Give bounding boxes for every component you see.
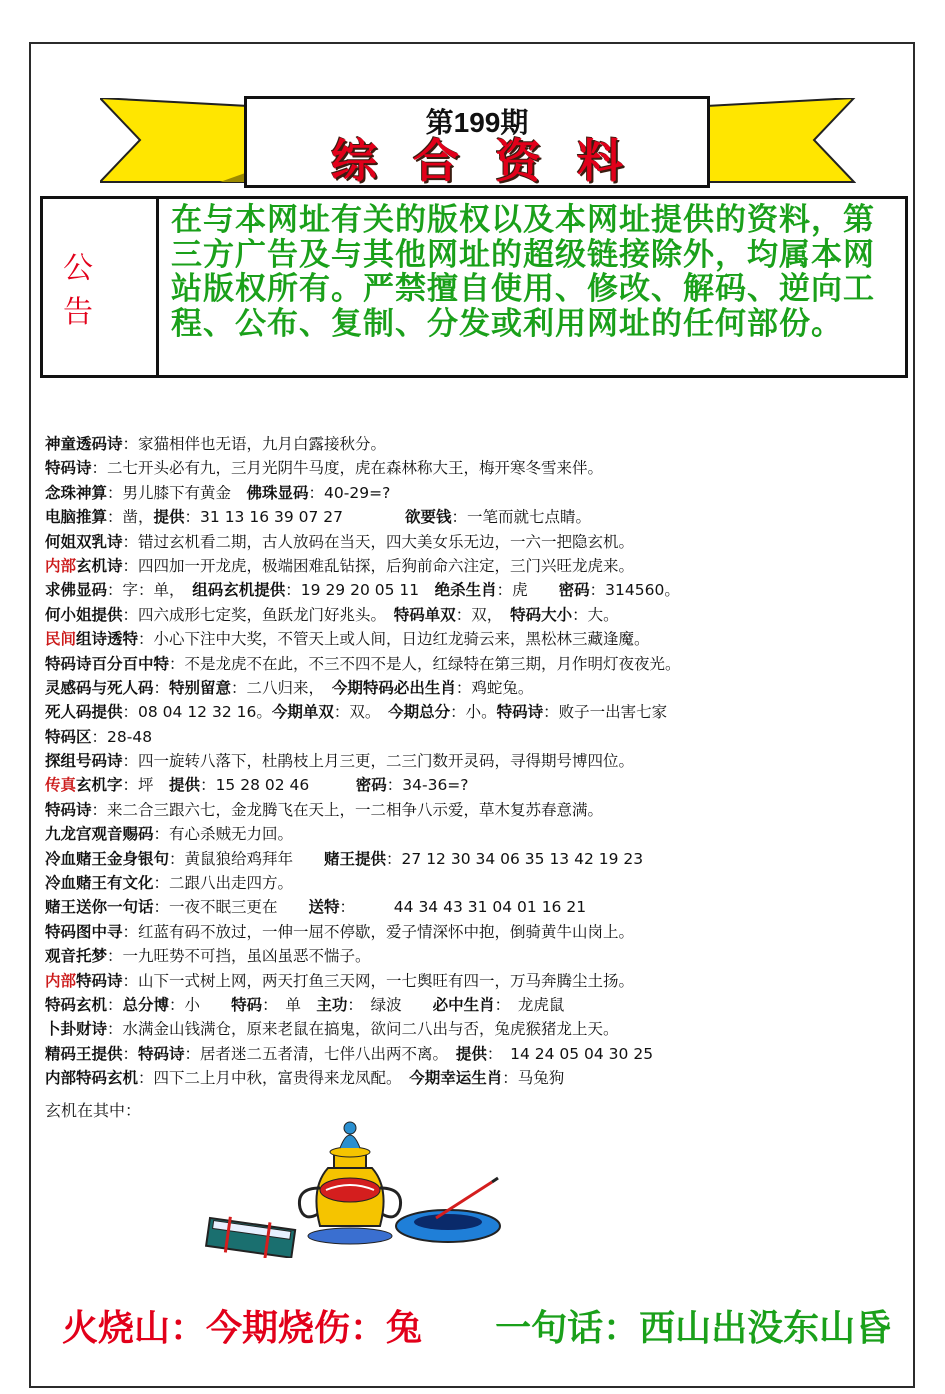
line-value: ：15 28 02 46: [200, 776, 356, 795]
line-value: ：: [122, 1044, 139, 1063]
line-key: 特码诗: [138, 1044, 185, 1063]
line-value: ：28-48: [91, 727, 153, 746]
footer-line: [62, 1300, 892, 1351]
info-line: [45, 895, 905, 919]
notice-box: [40, 196, 908, 378]
line-value: ：: [153, 678, 170, 697]
line-value: ：家猫相伴也无语，九月白露接秋分。: [122, 435, 387, 453]
info-line: [45, 847, 905, 871]
line-key: 特码诗: [45, 459, 92, 478]
info-line: [45, 603, 905, 627]
notice-text: 在与本网址有关的版权以及本网址提供的资料，第三方广告及与其他网址的超级链接除外，均属本网站版权所有。严禁擅自使用、修改、解码、逆向工程、公布、复制、分发或利用网址的任何部份。: [171, 202, 875, 342]
line-value: ：: [107, 995, 123, 1014]
line-value: ：四下二上月中秋，富贵得来龙凤配。: [138, 1069, 410, 1088]
line-value: ： 单: [262, 995, 317, 1014]
line-value: ：山下一式树上网，两天打鱼三天网，一七舆旺有四一，万马奔腾尘土扬。: [122, 971, 635, 990]
line-key: 特码: [231, 995, 263, 1014]
line-key: 特码单双: [393, 605, 456, 624]
line-value: ： 14 24 05 04 30 25: [486, 1044, 654, 1063]
line-value: ：凿，: [107, 508, 154, 527]
info-line: [45, 700, 905, 724]
line-value: ：二八归来，: [231, 678, 332, 697]
line-key: 探组号码诗: [45, 752, 123, 771]
info-line: [45, 773, 905, 797]
line-key: 特别留意: [169, 678, 232, 697]
line-value: ：大。: [572, 605, 619, 624]
line-value: ：水满金山钱满仓，原来老鼠在搞鬼，欲问二八出与否，兔虎猴猪龙上天。: [107, 1020, 619, 1039]
line-key: 今期总分: [388, 703, 451, 722]
line-key: 赌王送你一句话: [45, 898, 154, 917]
line-key: 今期特码必出生肖: [331, 678, 456, 697]
info-lines: [45, 432, 905, 1091]
line-key: 卜卦财诗: [45, 1020, 108, 1039]
line-value: ：314560。: [589, 581, 680, 600]
line-key: 提供: [169, 776, 201, 795]
line-key: 组码玄机提供: [192, 581, 286, 600]
line-key: 电脑推算: [45, 508, 108, 527]
line-key: 民间: [45, 630, 77, 649]
line-key: 特码诗: [45, 800, 92, 819]
line-value: ： 龙虎鼠: [494, 995, 565, 1014]
info-line: [45, 969, 905, 993]
line-value: ：双，: [455, 605, 511, 624]
line-key: 神童透码诗: [45, 435, 123, 453]
line-value: ：一九旺势不可挡，虽凶虽恶不惴子。: [107, 947, 371, 966]
info-line: [45, 481, 905, 505]
line-key: 念珠神算: [45, 483, 108, 502]
info-line: [45, 1066, 905, 1090]
footer-one-sentence: 一句话：西山出没东山昏: [495, 1308, 892, 1349]
left-ribbon-decoration: [100, 98, 250, 188]
line-value: ： 绿波: [347, 995, 433, 1014]
line-key: 佛珠显码: [246, 483, 309, 502]
issue-number: 第199期: [425, 107, 529, 138]
info-line: [45, 652, 905, 676]
line-value: ：34-36=?: [386, 776, 469, 795]
line-value: ：虎: [496, 581, 559, 600]
line-value: ：有心杀贼无力回。: [153, 825, 294, 844]
line-key: 传真: [45, 776, 77, 795]
notice-label: 公告: [43, 199, 159, 375]
line-value: ：来二合三跟六七，金龙腾飞在天上，一二相争八示爱，草木复苏春意满。: [91, 800, 604, 819]
line-value: ：男儿膝下有黄金: [107, 483, 247, 502]
info-line: [45, 627, 905, 651]
line-key: 特码诗: [76, 971, 123, 990]
info-line: [45, 432, 905, 456]
line-value: ：一笔而就七点睛。: [451, 508, 592, 527]
line-value: ：四四加一开龙虎，极端困难乱钻探，后狗前命六注定，三门兴旺龙虎来。: [122, 556, 635, 575]
info-line: [45, 554, 905, 578]
line-value: ：红蓝有码不放过，一伸一屈不停歇，爱子情深怀中抱，倒骑黄牛山岗上。: [122, 922, 635, 941]
line-key: 内部: [45, 556, 77, 575]
line-value: ： 44 34 43 31 04 01 16 21: [339, 898, 587, 917]
line-key: 特码区: [45, 727, 92, 746]
line-key: 内部: [45, 971, 77, 990]
line-value: ：不是龙虎不在此，不三不四不是人，红绿特在第三期，月作明灯夜夜光。: [169, 654, 681, 673]
line-key: 特码图中寻: [45, 922, 123, 941]
line-value: ：19 29 20 05 11: [285, 581, 435, 600]
line-key: 特码大小: [510, 605, 573, 624]
line-key: 求佛显码: [45, 581, 108, 600]
line-key: 今期单双: [271, 703, 334, 722]
line-key: 总分博: [122, 995, 170, 1014]
line-key: 何姐双乳诗: [45, 532, 123, 551]
info-line: [45, 530, 905, 554]
line-key: 特码诗: [496, 703, 544, 722]
info-line: [45, 749, 905, 773]
xuanji-label: 玄机在其中：: [45, 1101, 142, 1120]
info-line: [45, 725, 905, 749]
info-line: [45, 798, 905, 822]
line-key: 内部特码玄机: [45, 1069, 139, 1088]
line-value: ：二七开头必有九，三月光阴牛马度，虎在森林称大王，梅开寒冬雪来伴。: [91, 459, 604, 478]
line-value: ：马兔狗: [502, 1069, 565, 1088]
line-key: 欲要钱: [405, 508, 452, 527]
line-key: 特码诗百分百中特: [45, 654, 170, 673]
line-value: ：一夜不眠三更在: [153, 898, 309, 917]
line-value: ：黄鼠狼给鸡拜年: [169, 849, 325, 868]
line-value: ：居者迷二五者清，七伴八出两不离。: [184, 1044, 456, 1063]
info-line: [45, 993, 905, 1017]
line-key: 组诗透特: [76, 630, 139, 649]
line-key: 特码玄机: [45, 995, 108, 1014]
info-line: [45, 871, 905, 895]
line-key: 密码: [558, 581, 590, 600]
line-value: ：二跟八出走四方。: [153, 874, 294, 893]
line-key: 灵感码与死人码: [45, 678, 154, 697]
line-key: 主功: [316, 995, 348, 1014]
line-value: ：27 12 30 34 06 35 13 42 19 23: [386, 849, 644, 868]
urn-and-book-illustration: [200, 1108, 540, 1258]
line-key: 送特: [308, 898, 340, 917]
line-key: 冷血赌王有文化: [45, 874, 154, 893]
line-value: ：四六成形七定奖，鱼跃龙门好兆头。: [122, 605, 394, 624]
line-key: 死人码提供: [45, 703, 123, 722]
line-value: ：31 13 16 39 07 27: [184, 508, 406, 527]
line-value: ：小: [169, 995, 232, 1014]
line-key: 何小姐提供: [45, 605, 123, 624]
info-line: [45, 822, 905, 846]
line-value: ：错过玄机看二期，古人放码在当天，四大美女乐无边，一六一把隐玄机。: [122, 532, 635, 551]
line-key: 提供: [455, 1044, 487, 1063]
line-value: ：小。: [450, 703, 497, 722]
line-value: ：字：单，: [107, 581, 193, 600]
info-line: [45, 944, 905, 968]
line-key: 密码: [355, 776, 387, 795]
line-key: 今期幸运生肖: [409, 1069, 503, 1088]
line-value: ：败子一出害七家: [543, 703, 668, 722]
info-line: [45, 505, 905, 529]
line-key: 绝杀生肖: [434, 581, 497, 600]
right-ribbon-decoration: [706, 98, 856, 188]
line-value: ：小心下注中大奖，不管天上或人间，日边红龙骑云来，黑松林三藏逢魔。: [138, 630, 650, 649]
line-value: ：鸡蛇兔。: [455, 678, 534, 697]
line-key: 观音托梦: [45, 947, 108, 966]
footer-fire-mountain: 火烧山：今期烧伤：兔: [62, 1308, 423, 1349]
info-line: [45, 456, 905, 480]
line-key: 精码王提供: [45, 1044, 123, 1063]
line-value: ：08 04 12 32 16。: [122, 703, 272, 722]
line-key: 玄机字: [76, 776, 123, 795]
info-line: [45, 676, 905, 700]
info-line: [45, 578, 905, 602]
line-value: ：40-29=?: [308, 483, 391, 502]
info-line: [45, 1042, 905, 1066]
line-key: 九龙宫观音赐码: [45, 825, 154, 844]
info-line: [45, 920, 905, 944]
line-value: ：四一旋转八落下，杜鹃枝上月三更，二三门数开灵码，寻得期号博四位。: [122, 752, 635, 771]
line-value: ：坪: [122, 776, 170, 795]
title-box: [244, 96, 710, 188]
line-key: 提供: [153, 508, 185, 527]
line-key: 赌王提供: [324, 849, 387, 868]
info-line: [45, 1017, 905, 1041]
line-key: 必中生肖: [432, 995, 495, 1014]
line-value: ：双。: [333, 703, 389, 722]
line-key: 冷血赌王金身银句: [45, 849, 170, 868]
line-key: 玄机诗: [76, 556, 123, 575]
main-title: 综合资料: [331, 134, 659, 188]
